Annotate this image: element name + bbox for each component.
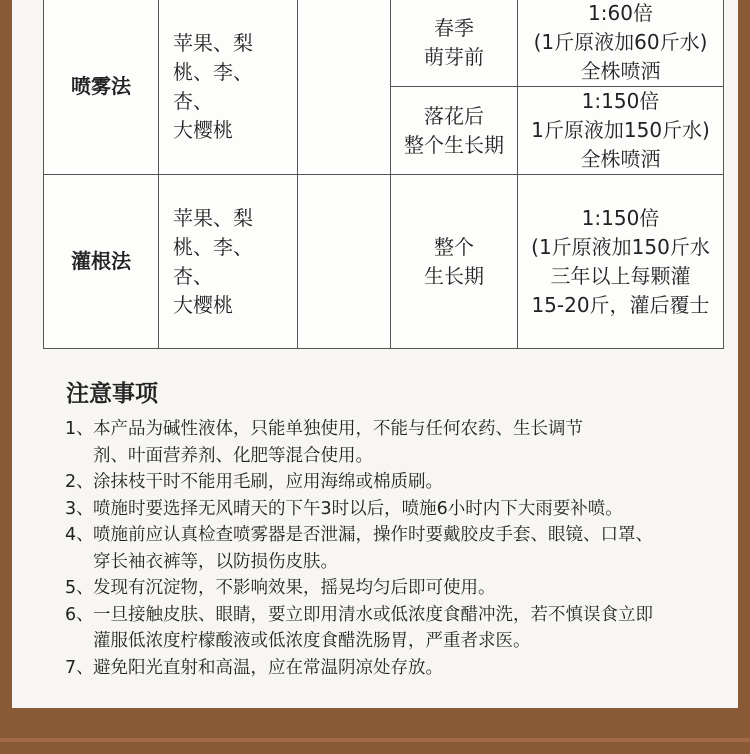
- dose-line: 全株喷洒: [580, 59, 661, 83]
- notes-title: 注意事项: [66, 381, 158, 407]
- dose-line: 1斤原液加150斤水): [531, 118, 710, 142]
- period-cell: [391, 87, 518, 175]
- note-text: 喷施时要选择无风晴天的下午3时以后，喷施6小时内下大雨要补喷。: [93, 498, 623, 519]
- note-text: 一旦接触皮肤、眼睛，要立即用清水或低浓度食醋冲洗，若不慎误食立即: [93, 604, 653, 625]
- note-text: 涂抹枝干时不能用毛刷，应用海绵或棉质刷。: [93, 472, 443, 492]
- period-line: 整个生长期: [404, 132, 504, 157]
- table-row: [44, 0, 724, 87]
- period-line: 萌芽前: [424, 44, 484, 69]
- dose-line: 15-20斤，灌后覆士: [531, 292, 710, 317]
- dose-line: (1斤原液加150斤水: [531, 234, 710, 259]
- dose-line: 全株喷洒: [580, 147, 661, 171]
- crop-line: 大樱桃: [173, 292, 233, 317]
- method-cell: 喷雾法: [44, 0, 159, 175]
- note-number: 3、: [65, 498, 94, 519]
- crop-line: 桃、李、: [173, 59, 253, 84]
- note-item: [55, 416, 735, 469]
- dose-line: 1:150倍: [581, 205, 660, 230]
- period-cell: [391, 0, 518, 87]
- dose-cell: [518, 87, 724, 175]
- footer-band: [0, 708, 750, 754]
- method-cell: 灌根法: [44, 175, 159, 349]
- note-number: 5、: [65, 578, 94, 598]
- dose-cell: [518, 0, 724, 87]
- note-item: [55, 496, 735, 523]
- dose-line: 1:150倍: [581, 89, 660, 113]
- period-line: 生长期: [424, 263, 484, 288]
- note-item: [55, 522, 735, 575]
- note-item: [55, 575, 735, 602]
- note-item: [55, 469, 735, 496]
- document-page: [12, 0, 738, 708]
- crop-line: 桃、李、: [173, 234, 253, 259]
- empty-cell: [298, 0, 391, 175]
- note-number: 1、: [65, 419, 94, 439]
- period-cell: [391, 175, 518, 349]
- dose-cell: [518, 175, 724, 349]
- note-number: 6、: [65, 604, 94, 625]
- period-line: 整个: [434, 234, 474, 259]
- crop-line: 苹果、梨: [173, 205, 253, 230]
- table-row: [44, 175, 724, 349]
- note-text: 剂、叶面营养剂、化肥等混合使用。: [93, 445, 373, 466]
- note-text: 本产品为碱性液体，只能单独使用，不能与任何农药、生长调节: [93, 419, 583, 439]
- note-number: 7、: [65, 657, 94, 678]
- dose-line: (1斤原液加60斤水): [533, 30, 708, 54]
- note-number: 4、: [65, 525, 94, 545]
- note-item: [55, 602, 735, 655]
- empty-cell: [298, 175, 391, 349]
- crop-line: 苹果、梨: [173, 30, 253, 55]
- note-item: [55, 655, 735, 682]
- crop-line: 杏、: [173, 263, 213, 288]
- period-line: 落花后: [424, 103, 484, 128]
- note-text: 灌服低浓度柠檬酸液或低浓度食醋洗肠胃，严重者求医。: [93, 631, 531, 651]
- footer-stripe: [0, 738, 750, 742]
- note-text: 发现有沉淀物，不影响效果，摇晃均匀后即可使用。: [93, 578, 496, 598]
- usage-table: [43, 0, 724, 349]
- dose-line: 三年以上每颗灌: [550, 263, 691, 288]
- dose-line: 1:60倍: [588, 1, 653, 25]
- crop-line: 大樱桃: [173, 117, 233, 142]
- period-line: 春季: [434, 15, 474, 40]
- note-text: 避免阳光直射和高温，应在常温阴凉处存放。: [93, 657, 443, 678]
- note-text: 喷施前应认真检查喷雾器是否泄漏，操作时要戴胶皮手套、眼镜、口罩、: [93, 525, 653, 545]
- crop-cell: [159, 175, 298, 349]
- crop-line: 杏、: [173, 88, 213, 113]
- note-number: 2、: [65, 472, 94, 492]
- crop-cell: [159, 0, 298, 175]
- notes-section: [55, 378, 735, 681]
- note-text: 穿长袖衣裤等，以防损伤皮肤。: [93, 551, 338, 572]
